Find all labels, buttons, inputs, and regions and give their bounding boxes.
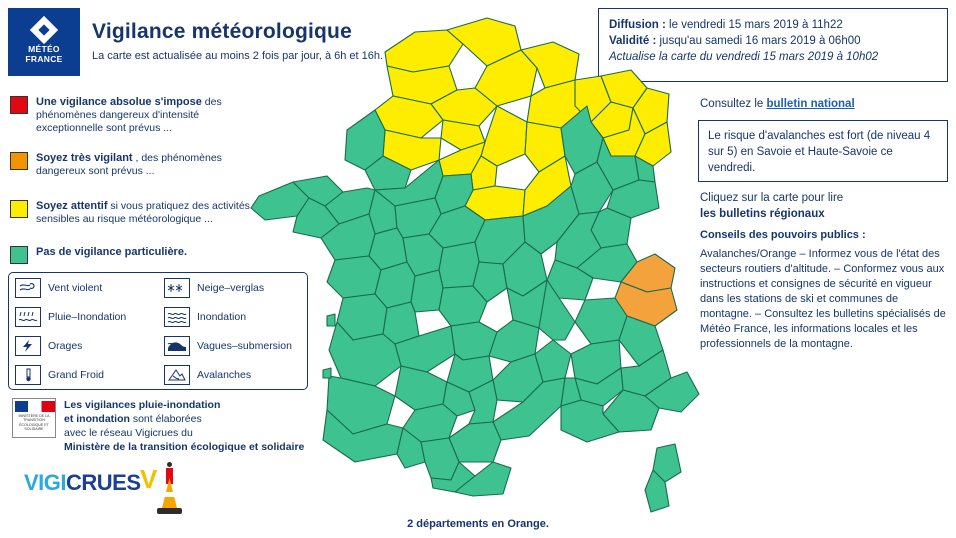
phenomenon-label: Inondation (197, 310, 247, 323)
public-advice-text: Avalanches/Orange – Informez vous de l'état des secteurs routiers d'altitude. – Conformez vous aux instructions et consignes de sécurité en vigueur dans les stations de ski et communes de montagne. – Consultez les bulletins spécialisés de Météo France, les informations locales et les professionnels de la montagne. (700, 248, 946, 350)
island-arcachon (323, 368, 331, 378)
dept-vendee[interactable] (327, 256, 381, 298)
page-title: Vigilance météorologique (92, 20, 352, 43)
phenomenon-label: Vent violent (48, 281, 103, 294)
consult-prefix: Consultez le (700, 98, 767, 110)
phenomenon-label: Neige–verglas (197, 281, 265, 294)
update-line: Actualise la carte du vendredi 15 mars 2019 à 10h02 (609, 51, 879, 63)
validity-label: Validité : (609, 35, 657, 47)
logo-text (25, 44, 62, 64)
legend-bold-green: Pas de vigilance particulière. (36, 246, 188, 258)
rain-flood-icon (15, 307, 41, 327)
vigicrues-logo-part2: CRUES (66, 470, 141, 495)
vigicrues-logo[interactable] (24, 470, 141, 496)
legend-swatch-orange (10, 152, 28, 170)
legend-text-green (36, 246, 251, 264)
legend-rest-yellow: si vous pratiquez des activités sensibles au risque météorologique ... (36, 200, 250, 225)
dept-pas-de-calais[interactable] (385, 30, 463, 72)
france-vigilance-map[interactable] (235, 10, 705, 520)
vigicrues-logo-part1: VIGI (24, 470, 67, 495)
legend-text-orange (36, 152, 251, 178)
legend-text-yellow (36, 200, 251, 226)
legend-text-red (36, 96, 251, 135)
svg-text:V: V (140, 464, 158, 494)
click-map-line2: les bulletins régionaux (700, 208, 825, 220)
public-advice-title: Conseils des pouvoirs publics : (700, 229, 866, 241)
legend-swatch-green (10, 246, 28, 264)
thunderstorm-icon (15, 336, 41, 356)
note-line1: Les vigilances pluie-inondation (64, 399, 221, 411)
extreme-cold-icon (15, 365, 41, 385)
legend-level-yellow (10, 200, 251, 226)
avalanche-alert-text: Le risque d'avalanches est fort (de niveau 4 sur 5) en Savoie et Haute-Savoie ce vendredi. (708, 130, 931, 174)
legend-rest-red: des phénomènes dangereux d'intensité exceptionnelle sont prévus ... (36, 96, 222, 134)
wind-icon (15, 278, 41, 298)
ministry-logo-text: MINISTÈRE DE LA TRANSITION ÉCOLOGIQUE ET SOLIDAIRE (18, 414, 50, 432)
meteo-france-diamond-icon (30, 16, 58, 44)
legend-rest-orange: , des phénomènes dangereux sont prévus ... (36, 152, 222, 177)
phenomenon-label: Grand Froid (48, 368, 105, 381)
legend-bold-yellow: Soyez attentif (36, 200, 108, 212)
legend-swatch-yellow (10, 200, 28, 218)
click-map-instruction (700, 190, 843, 222)
phenomenon-extreme-cold (9, 360, 158, 389)
page-subtitle: La carte est actualisée au moins 2 fois par jour, à 6h et 16h. (92, 50, 384, 62)
click-map-line1: Cliquez sur la carte pour lire (700, 192, 844, 204)
map-svg[interactable] (235, 10, 705, 520)
consult-line (700, 98, 855, 110)
legend-swatch-red (10, 96, 28, 114)
legend-level-red (10, 96, 251, 135)
dept-vienne[interactable] (411, 270, 443, 312)
bulletin-national-link[interactable]: bulletin national (766, 98, 855, 110)
note-line4: Ministère de la transition écologique et solidaire (64, 441, 305, 453)
phenomenon-thunderstorm (9, 331, 158, 360)
phenomenon-label: Avalanches (197, 368, 252, 381)
note-line3: avec le réseau Vigicrues du (64, 427, 193, 439)
public-advice-block (700, 228, 948, 352)
logo-line2: FRANCE (25, 54, 63, 64)
phenomenon-rain-flood (9, 302, 158, 331)
note-line2-bold: et inondation (64, 413, 130, 425)
waves-submersion-icon (164, 336, 190, 356)
vigilance-cone-logo (140, 462, 200, 518)
flood-icon (164, 307, 190, 327)
island-oleron (327, 314, 335, 326)
phenomenon-wind (9, 273, 158, 302)
snow-ice-icon (164, 278, 190, 298)
diffusion-label: Diffusion : (609, 19, 666, 31)
note-line2-rest: sont élaborées (129, 413, 202, 425)
avalanche-alert-box (698, 120, 948, 182)
legend-level-green (10, 246, 251, 264)
logo-line1: MÉTÉO (28, 44, 60, 54)
map-caption: 2 départements en Orange. (407, 518, 549, 530)
french-flag-icon (15, 401, 55, 412)
legend-bold-red: Une vigilance absolue s'impose (36, 96, 202, 108)
legend-level-orange (10, 152, 251, 178)
phenomenon-label: Vagues–submersion (197, 339, 292, 352)
validity-value: jusqu'au samedi 16 mars 2019 à 06h00 (656, 35, 861, 47)
meteo-france-logo (8, 8, 80, 76)
legend-bold-orange: Soyez très vigilant (36, 152, 133, 164)
dept-indre[interactable] (439, 242, 479, 288)
dept-lot-et-garonne[interactable] (395, 366, 447, 410)
dept-isere[interactable] (575, 298, 627, 344)
avalanche-icon (164, 365, 190, 385)
ministry-logo (12, 398, 56, 438)
phenomenon-label: Orages (48, 339, 83, 352)
diffusion-value: le vendredi 15 mars 2019 à 11h22 (665, 19, 843, 31)
phenomenon-label: Pluie–Inondation (48, 310, 127, 323)
